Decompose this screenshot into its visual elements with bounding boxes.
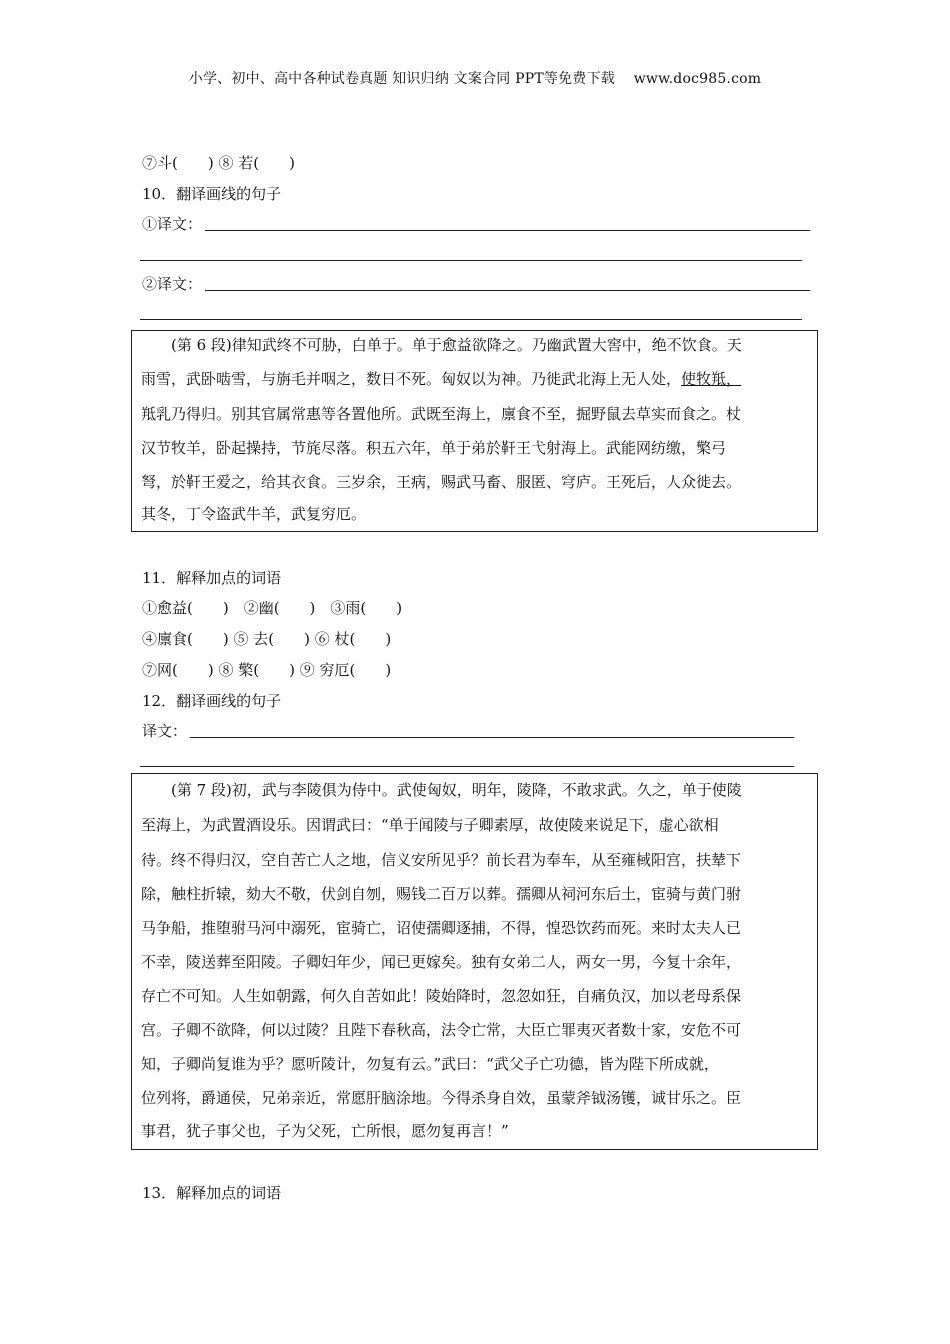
question-11-title: 11．解释加点的词语: [142, 569, 282, 587]
passage-6-box: [131, 330, 818, 532]
question-11-row-1: ①愈益( ) ②幽( ) ③雨( ): [142, 599, 403, 617]
answer-line[interactable]: [140, 260, 802, 261]
underlined-sentence: [141, 404, 231, 424]
passage-7-box: [131, 773, 818, 1150]
answer-line[interactable]: [140, 319, 802, 320]
passage-line: 宫。子卿不欲降，何以过陵？且陛下春秋高，法令亡常，大臣亡罪夷灭者数十家，安危不可: [141, 1021, 742, 1039]
question-12-label: 译文：: [142, 722, 188, 740]
question-10-label-2: ②译文：: [142, 275, 203, 293]
passage-line: 其冬，丁令盗武牛羊，武复穷厄。: [141, 505, 367, 523]
passage-line: (第 6 段)律知武终不可胁，白单于。单于愈益欲降之。乃幽武置大窖中，绝不饮食。天: [141, 336, 742, 354]
page-header: 小学、初中、高中各种试卷真题 知识归纳 文案合同 PPT等免费下载 www.doc985.com: [188, 71, 762, 87]
answer-line[interactable]: [205, 230, 810, 231]
passage-line: 马争船，推堕驸马河中溺死，宦骑亡，诏使孺卿逐捕，不得，惶恐饮药而死。来时太夫人已: [141, 919, 742, 937]
passage-line: 至海上，为武置酒设乐。因谓武曰：“单于闻陵与子卿素厚，故使陵来说足下，虚心欲相: [141, 816, 719, 834]
passage-line: 雨雪，武卧啮雪，与旃毛并咽之，数日不死。匈奴以为神。乃徙武北海上无人处，使牧羝，: [141, 370, 742, 388]
question-11-row-2: ④廪食( ) ⑤ 去( ) ⑥ 杖( ): [142, 630, 392, 648]
passage-line: 除，触柱折辕，劾大不敬，伏剑自刎，赐钱二百万以葬。孺卿从祠河东后土，宦骑与黄门驸: [141, 885, 742, 903]
question-9-options-tail: ⑦斗( ) ⑧ 若( ): [142, 154, 295, 172]
passage-line: 不幸，陵送葬至阳陵。子卿妇年少，闻已更嫁矣。独有女弟二人，两女一男，今复十余年，: [141, 953, 742, 971]
underlined-sentence: [174, 850, 489, 870]
passage-line: 汉节牧羊，卧起操持，节旄尽落。积五六年，单于弟於靬王弋射海上。武能网纺缴，檠弓: [141, 439, 727, 457]
question-13-title: 13．解释加点的词语: [142, 1184, 282, 1202]
passage-line: 羝乳乃得归。别其官属常惠等各置他所。武既至海上，廪食不至，掘野鼠去草实而食之。杖: [141, 405, 742, 423]
question-12-title: 12．翻译画线的句子: [142, 692, 282, 710]
answer-line[interactable]: [190, 737, 794, 738]
answer-line[interactable]: [205, 290, 810, 291]
passage-line: 存亡不可知。人生如朝露，何久自苦如此！陵始降时，忽忽如狂，自痛负汉，加以老母系保: [141, 987, 742, 1005]
question-11-row-3: ⑦网( ) ⑧ 檠( ) ⑨ 穷厄( ): [142, 661, 392, 679]
passage-line: 弩，於靬王爱之，给其衣食。三岁余，王病，赐武马畜、服匿、穹庐。王死后，人众徙去。: [141, 473, 742, 491]
passage-line: 知，子卿尚复谁为乎？愿听陵计，勿复有云。”武曰：“武父子亡功德，皆为陛下所成就，: [141, 1055, 719, 1073]
passage-line: 事君，犹子事父也，子为父死，亡所恨，愿勿复再言！”: [141, 1122, 509, 1140]
question-10-label-1: ①译文：: [142, 215, 203, 233]
question-10-title: 10．翻译画线的句子: [142, 185, 282, 203]
passage-line: 待。终不得归汉，空自苦亡人之地，信义安所见乎？前长君为奉车，从至雍棫阳宫，扶辇下: [141, 851, 742, 869]
passage-line: (第 7 段)初，武与李陵俱为侍中。武使匈奴，明年，陵降，不敢求武。久之，单于使陵: [141, 781, 742, 799]
passage-line: 位列将，爵通侯，兄弟亲近，常愿肝脑涂地。今得杀身自效，虽蒙斧钺汤镬，诚甘乐之。臣: [141, 1089, 742, 1107]
answer-line[interactable]: [140, 766, 794, 767]
underlined-sentence: 使牧羝，: [681, 370, 742, 388]
